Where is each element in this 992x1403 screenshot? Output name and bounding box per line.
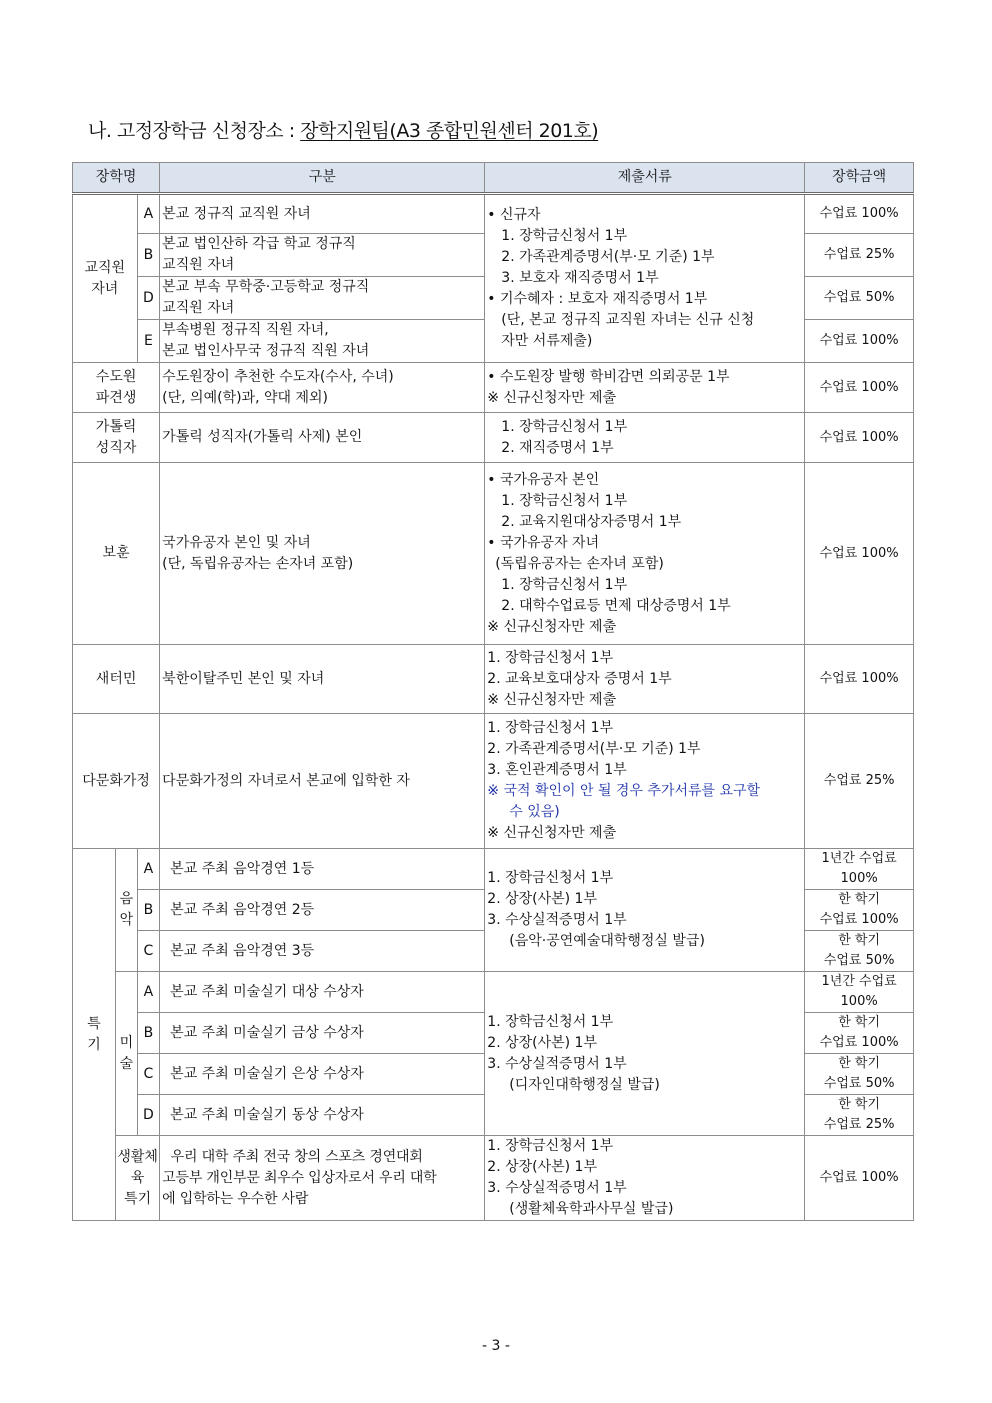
faculty-code: A xyxy=(137,194,160,234)
faculty-amount: 수업료 25% xyxy=(805,234,914,277)
doc-line: 1. 장학금신청서 1부 xyxy=(501,576,628,593)
art-docs xyxy=(485,972,805,1136)
art-amount: 1년간 수업료 100% xyxy=(805,972,914,1013)
doc-line: 1. 장학금신청서 1부 xyxy=(501,228,628,244)
doc-line: ※ 신규신청자만 제출 xyxy=(487,825,617,841)
doc-line: 2. 교육지원대상자증명서 1부 xyxy=(501,513,682,530)
faculty-code: E xyxy=(137,320,160,363)
doc-note-additional: ※ 국적 확인이 안 될 경우 추가서류를 요구할 xyxy=(487,783,761,799)
veteran-desc: 국가유공자 본인 및 자녀 (단, 독립유공자는 손자녀 포함) xyxy=(160,463,485,645)
table-row xyxy=(73,714,914,849)
doc-line: (단, 본교 정규직 교직원 자녀는 신규 신청 xyxy=(501,312,755,328)
table-row xyxy=(73,972,914,1013)
table-row xyxy=(73,413,914,463)
defector-amount: 수업료 100% xyxy=(805,645,914,714)
art-label: 미술 xyxy=(116,972,138,1136)
catholic-docs xyxy=(485,413,805,463)
table-row xyxy=(73,463,914,645)
doc-line: 2. 대학수업료등 면제 대상증명서 1부 xyxy=(501,597,731,614)
faculty-amount: 수업료 100% xyxy=(805,194,914,234)
doc-line: • 수도원장 발행 학비감면 의뢰공문 1부 xyxy=(487,368,730,385)
faculty-docs xyxy=(485,194,805,363)
music-amount: 1년간 수업료 100% xyxy=(805,849,914,890)
doc-line: • 국가유공자 자녀 xyxy=(487,534,600,551)
art-amount: 한 학기 수업료 25% xyxy=(805,1095,914,1136)
doc-line: 1. 장학금신청서 1부 xyxy=(487,720,614,736)
doc-line: ※ 신규신청자만 제출 xyxy=(487,618,617,635)
multicultural-desc: 다문화가정의 자녀로서 본교에 입학한 자 xyxy=(160,714,485,849)
sports-desc: 우리 대학 주최 전국 창의 스포츠 경연대회 고등부 개인부문 최우수 입상자로서 우리 대학 에 입학하는 우수한 사람 xyxy=(160,1136,485,1221)
monastery-desc: 수도원장이 추천한 수도자(수사, 수녀) (단, 의예(학)과, 약대 제외) xyxy=(160,363,485,413)
doc-line: ※ 신규신청자만 제출 xyxy=(487,691,617,708)
art-amount: 한 학기 수업료 100% xyxy=(805,1013,914,1054)
table-header-row xyxy=(73,163,914,194)
page-number: - 3 - xyxy=(482,1338,510,1354)
art-desc: 본교 주최 미술실기 대상 수상자 xyxy=(160,972,485,1013)
sports-amount: 수업료 100% xyxy=(805,1136,914,1221)
doc-line: • 기수혜자 : 보호자 재직증명서 1부 xyxy=(487,291,708,307)
catholic-name: 가톨릭 성직자 xyxy=(73,413,160,463)
doc-line: (독립유공자는 손자녀 포함) xyxy=(495,555,664,572)
header-documents: 제출서류 xyxy=(485,163,805,194)
doc-line: (생활체육학과사무실 발급) xyxy=(509,1201,674,1217)
monastery-amount: 수업료 100% xyxy=(805,363,914,413)
doc-line: (음악·공연예술대학행정실 발급) xyxy=(509,933,705,949)
doc-line: ※ 신규신청자만 제출 xyxy=(487,389,617,406)
sports-label: 생활체육 특기 xyxy=(116,1136,160,1221)
table-row xyxy=(73,1136,914,1221)
doc-line: 1. 장학금신청서 1부 xyxy=(487,870,614,886)
catholic-desc: 가톨릭 성직자(가톨릭 사제) 본인 xyxy=(160,413,485,463)
veteran-docs xyxy=(485,463,805,645)
music-desc: 본교 주최 음악경연 3등 xyxy=(160,931,485,972)
music-desc: 본교 주최 음악경연 2등 xyxy=(160,890,485,931)
doc-line: 2. 상장(사본) 1부 xyxy=(487,1034,597,1051)
music-code: A xyxy=(137,849,160,890)
doc-line: 3. 수상실적증명서 1부 xyxy=(487,1055,627,1072)
art-code: A xyxy=(137,972,160,1013)
doc-line: 3. 수상실적증명서 1부 xyxy=(487,912,627,928)
faculty-desc: 본교 부속 무학중·고등학교 정규직 교직원 자녀 xyxy=(160,277,485,320)
doc-line: 2. 가족관계증명서(부·모 기준) 1부 xyxy=(487,741,701,757)
music-desc: 본교 주최 음악경연 1등 xyxy=(160,849,485,890)
music-docs xyxy=(485,849,805,972)
art-code: D xyxy=(137,1095,160,1136)
veteran-amount: 수업료 100% xyxy=(805,463,914,645)
faculty-desc: 본교 정규직 교직원 자녀 xyxy=(160,194,485,234)
music-amount: 한 학기 수업료 100% xyxy=(805,890,914,931)
defector-docs xyxy=(485,645,805,714)
monastery-name: 수도원 파견생 xyxy=(73,363,160,413)
doc-line: 2. 교육보호대상자 증명서 1부 xyxy=(487,670,672,687)
music-code: C xyxy=(137,931,160,972)
defector-desc: 북한이탈주민 본인 및 자녀 xyxy=(160,645,485,714)
sports-docs xyxy=(485,1136,805,1221)
heading-location: 장학지원팀(A3 종합민원센터 201호) xyxy=(300,120,599,142)
doc-line: 1. 장학금신청서 1부 xyxy=(501,492,628,509)
art-desc: 본교 주최 미술실기 금상 수상자 xyxy=(160,1013,485,1054)
faculty-group-text: 교직원 자녀 xyxy=(84,259,126,297)
faculty-code: D xyxy=(137,277,160,320)
multicultural-amount: 수업료 25% xyxy=(805,714,914,849)
music-code: B xyxy=(137,890,160,931)
multicultural-name: 다문화가정 xyxy=(73,714,160,849)
veteran-name: 보훈 xyxy=(73,463,160,645)
doc-line: 3. 수상실적증명서 1부 xyxy=(487,1180,627,1196)
doc-line: 2. 재직증명서 1부 xyxy=(501,439,614,456)
doc-line: 자만 서류제출) xyxy=(501,333,593,349)
table-row xyxy=(73,645,914,714)
art-code: C xyxy=(137,1054,160,1095)
doc-line: (디자인대학행정실 발급) xyxy=(509,1076,660,1093)
doc-line: • 국가유공자 본인 xyxy=(487,471,600,488)
faculty-amount: 수업료 50% xyxy=(805,277,914,320)
doc-line: 1. 장학금신청서 1부 xyxy=(487,1013,614,1030)
faculty-desc: 본교 법인산하 각급 학교 정규직 교직원 자녀 xyxy=(160,234,485,277)
monastery-docs xyxy=(485,363,805,413)
doc-line: 1. 장학금신청서 1부 xyxy=(501,418,628,435)
music-label: 음악 xyxy=(116,849,138,972)
doc-line: 1. 장학금신청서 1부 xyxy=(487,1138,614,1154)
doc-line: 3. 보호자 재직증명서 1부 xyxy=(501,270,659,286)
doc-line: 2. 상장(사본) 1부 xyxy=(487,1159,597,1175)
doc-line: 3. 혼인관계증명서 1부 xyxy=(487,762,627,778)
section-heading xyxy=(88,116,598,143)
faculty-amount: 수업료 100% xyxy=(805,320,914,363)
header-name: 장학명 xyxy=(73,163,160,194)
table-row xyxy=(73,363,914,413)
defector-name: 새터민 xyxy=(73,645,160,714)
doc-line: • 신규자 xyxy=(487,207,541,223)
faculty-group-label xyxy=(73,194,138,363)
heading-prefix: 나. 고정장학금 신청장소 : xyxy=(88,120,301,142)
special-group-label: 특 기 xyxy=(73,849,116,1221)
table-row xyxy=(73,849,914,890)
scholarship-table xyxy=(72,162,914,1221)
catholic-amount: 수업료 100% xyxy=(805,413,914,463)
doc-line: 2. 가족관계증명서(부·모 기준) 1부 xyxy=(501,249,715,265)
doc-line: 2. 상장(사본) 1부 xyxy=(487,891,597,907)
art-amount: 한 학기 수업료 50% xyxy=(805,1054,914,1095)
faculty-desc: 부속병원 정규직 직원 자녀, 본교 법인사무국 정규직 직원 자녀 xyxy=(160,320,485,363)
doc-note-additional-cont: 수 있음) xyxy=(509,804,560,820)
header-category: 구분 xyxy=(160,163,485,194)
doc-line: 1. 장학금신청서 1부 xyxy=(487,649,614,666)
art-desc: 본교 주최 미술실기 동상 수상자 xyxy=(160,1095,485,1136)
music-amount: 한 학기 수업료 50% xyxy=(805,931,914,972)
table-row xyxy=(73,194,914,234)
header-amount: 장학금액 xyxy=(805,163,914,194)
art-code: B xyxy=(137,1013,160,1054)
faculty-code: B xyxy=(137,234,160,277)
art-desc: 본교 주최 미술실기 은상 수상자 xyxy=(160,1054,485,1095)
multicultural-docs xyxy=(485,714,805,849)
